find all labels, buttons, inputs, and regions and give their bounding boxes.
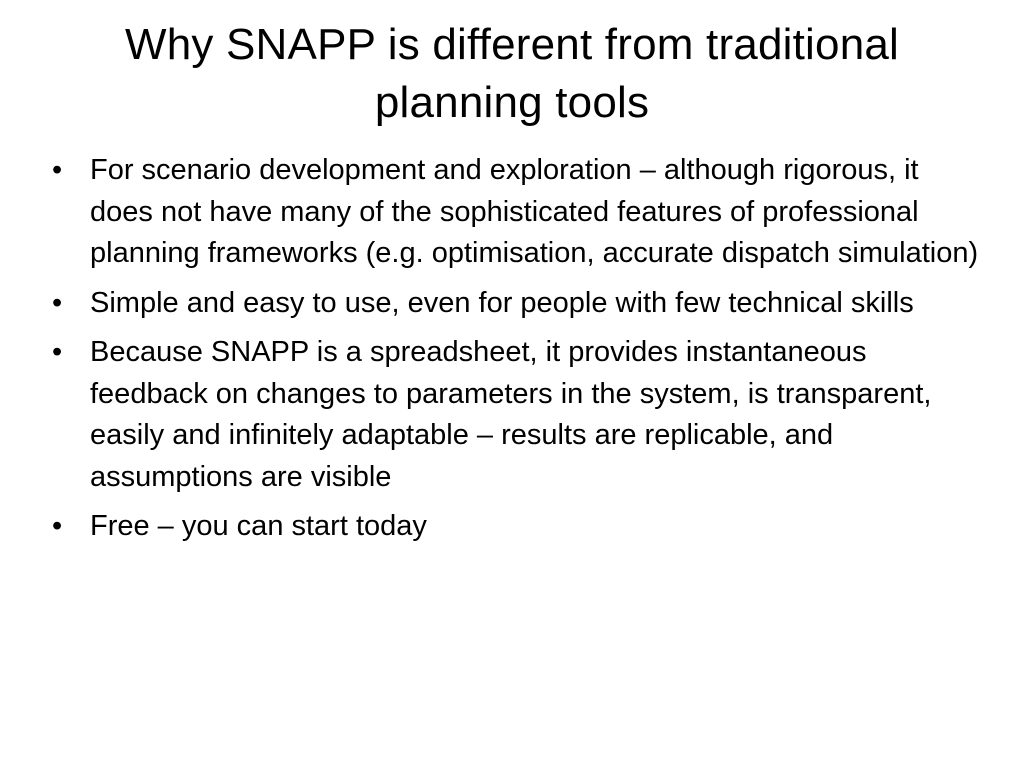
bullet-text: For scenario development and exploration – although rigorous, it does not have many of the sophisticated features of professional planning frameworks (e.g. optimisation, accurate dispatch simulation) xyxy=(90,154,979,269)
bullet-text: Simple and easy to use, even for people with few technical skills xyxy=(90,286,914,319)
bullet-dot-icon: • xyxy=(52,510,63,542)
bullet-dot-icon: • xyxy=(52,286,63,319)
bullet-list xyxy=(50,150,980,556)
bullet-dot-icon: • xyxy=(52,154,63,186)
bullet-dot-icon: • xyxy=(52,336,63,368)
bullet-item-simple-easy xyxy=(50,283,980,325)
slide-title: Why SNAPP is different from traditional planning tools xyxy=(124,20,900,127)
bullet-text: Free – you can start today xyxy=(90,510,427,542)
bullet-item-spreadsheet-feedback xyxy=(50,332,980,498)
bullet-item-free xyxy=(50,506,980,548)
bullet-text: Because SNAPP is a spreadsheet, it provides instantaneous feedback on changes to parameters in the system, is transparent, easily and infinitely adaptable – results are replicable, and assumptions are visible xyxy=(90,336,932,493)
bullet-item-scenario-development xyxy=(50,150,980,275)
